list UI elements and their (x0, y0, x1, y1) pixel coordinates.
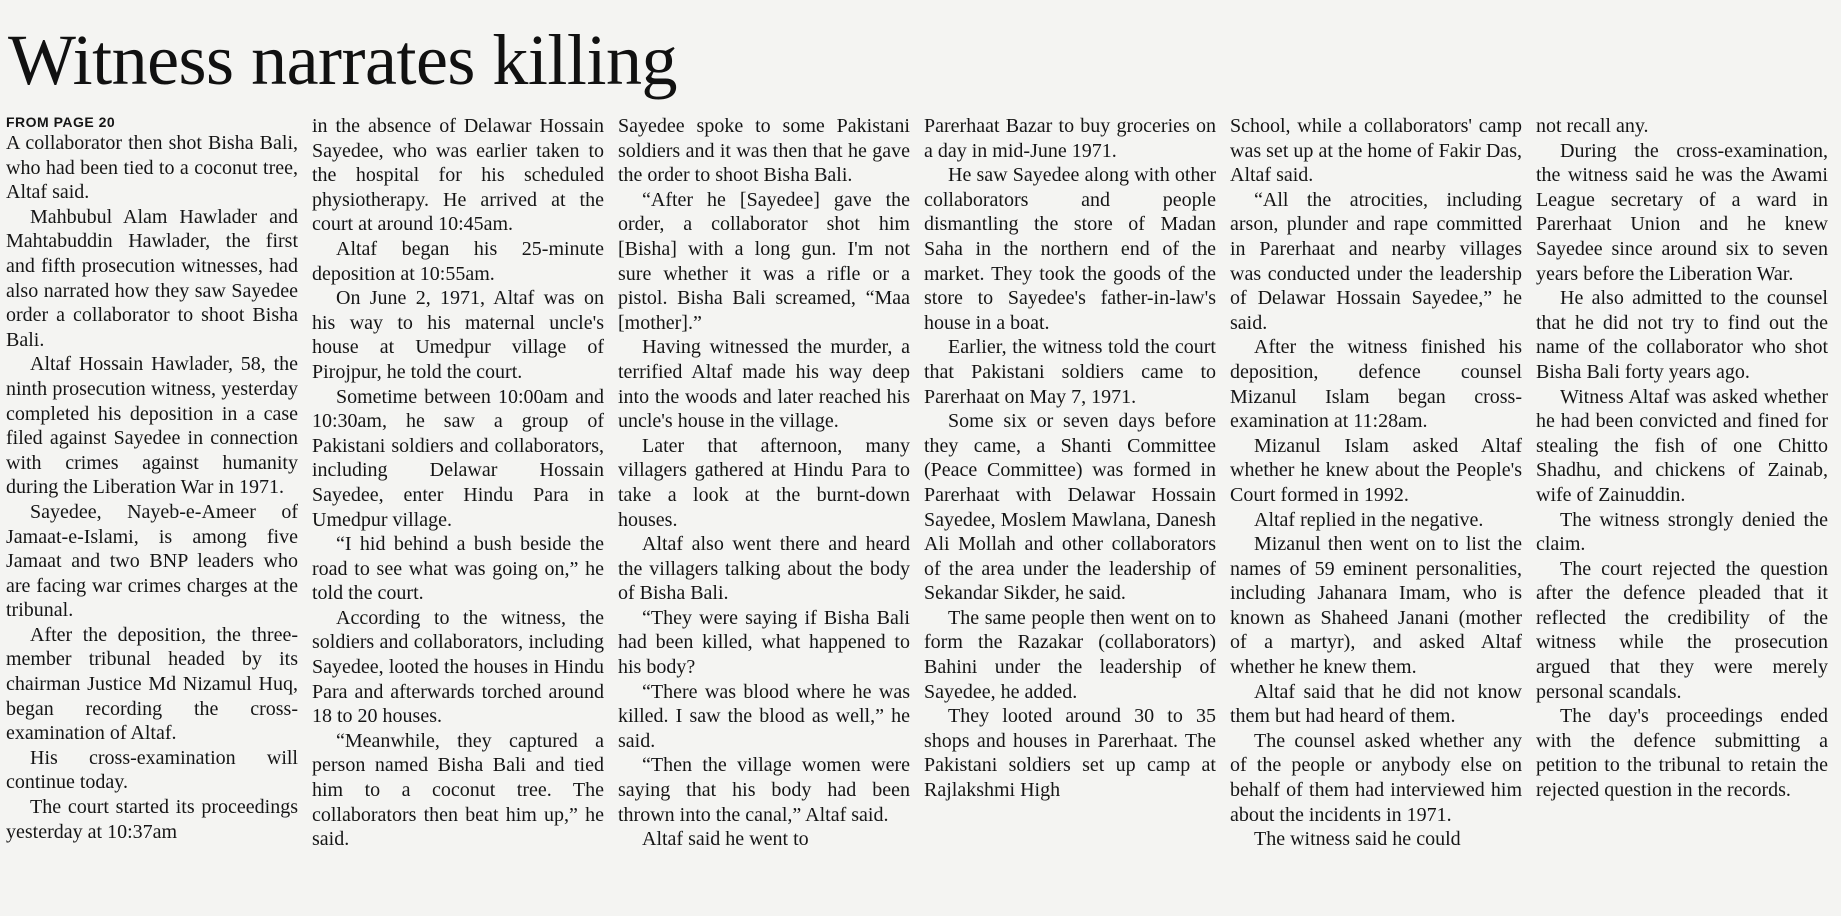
paragraph: “After he [Sayedee] gave the order, a collaborator shot him [Bisha] with a long gun. I'm not sure whether it was a rifle or a pistol. Bisha Bali screamed, “Maa [mother].” (618, 188, 910, 334)
paragraph: His cross-examination will continue today. (6, 746, 298, 794)
paragraph: Altaf replied in the negative. (1254, 508, 1484, 531)
paragraph: Sayedee spoke to some Pakistani soldiers and it was then that he gave the order to shoot Bisha Bali. (618, 115, 910, 187)
paragraph: in the absence of Delawar Hossain Sayedee, who was earlier taken to the hospital for his scheduled physiotherapy. He arrived at the court at around 10:45am. (312, 115, 604, 236)
paragraph: Mizanul then went on to list the names of 59 eminent personalities, including Jahanara Imam, who is known as Shaheed Janani (mother of a martyr), and asked Altaf whether he knew them. (1230, 533, 1522, 679)
paragraph: During the cross-examination, the witness said he was the Awami League secretary of a ward in Parerhaat Union and he knew Sayedee since around six to seven years before the Liberation War. (1536, 139, 1828, 285)
paragraph: The witness said he could (1254, 828, 1461, 851)
text-column-5 (1230, 114, 1522, 914)
paragraph: Mahbubul Alam Hawlader and Mahtabuddin Hawlader, the first and fifth prosecution witnesses, had also narrated how they saw Sayedee order a collaborator to shoot Bisha Bali. (6, 205, 298, 351)
paragraph: On June 2, 1971, Altaf was on his way to his maternal uncle's house at Umedpur village of Pirojpur, he told the court. (312, 287, 604, 383)
paragraph: Altaf said he went to (642, 828, 809, 851)
text-column-3 (618, 114, 910, 914)
paragraph: The same people then went on to form the Razakar (collaborators) Bahini under the leadership of Sayedee, he added. (924, 606, 1216, 703)
article-body (6, 114, 1828, 914)
paragraph: Earlier, the witness told the court that Pakistani soldiers came to Parerhaat on May 7, 1971. (924, 336, 1216, 408)
paragraph: “I hid behind a bush beside the road to see what was going on,” he told the court. (312, 533, 604, 605)
paragraph: He saw Sayedee along with other collaborators and people dismantling the store of Madan Saha in the northern end of the market. They took the goods of the store to Sayedee's father-in-law's house in a boat. (924, 164, 1216, 334)
paragraph: Having witnessed the murder, a terrified Altaf made his way deep into the woods and later reached his uncle's house in the village. (618, 336, 910, 433)
headline: Witness narrates killing (8, 20, 677, 100)
paragraph: The day's proceedings ended with the defence submitting a petition to the tribunal to retain the rejected question in the records. (1536, 705, 1828, 802)
text-column-6 (1536, 114, 1828, 914)
paragraph: Sometime between 10:00am and 10:30am, he saw a group of Pakistani soldiers and collaborators, including Delawar Hossain Sayedee, enter Hindu Para in Umedpur village. (312, 385, 604, 531)
paragraph: Mizanul Islam asked Altaf whether he knew about the People's Court formed in 1992. (1230, 434, 1522, 506)
text-column-1 (6, 114, 298, 914)
paragraph: “There was blood where he was killed. I saw the blood as well,” he said. (618, 680, 910, 752)
paragraph: Sayedee, Nayeb-e-Ameer of Jamaat-e-Islami, is among five Jamaat and two BNP leaders who are facing war crimes charges at the tribunal. (6, 500, 298, 622)
paragraph: Altaf also went there and heard the villagers talking about the body of Bisha Bali. (618, 533, 910, 605)
paragraph: After the deposition, the three-member tribunal headed by its chairman Justice Md Nizamul Huq, began recording the cross-examination of Altaf. (6, 623, 298, 745)
paragraph: The court started its proceedings yesterday at 10:37am (6, 796, 298, 843)
paragraph: School, while a collaborators' camp was set up at the home of Fakir Das, Altaf said. (1230, 115, 1522, 187)
paragraph: The witness strongly denied the claim. (1536, 508, 1828, 556)
paragraph: A collaborator then shot Bisha Bali, who had been tied to a coconut tree, Altaf said. (6, 132, 298, 204)
paragraph: Witness Altaf was asked whether he had been convicted and fined for stealing the fish of one Chitto Shadhu, and chickens of Zainab, wife of Zainuddin. (1536, 385, 1828, 506)
paragraph: After the witness finished his deposition, defence counsel Mizanul Islam began cross-examination at 11:28am. (1230, 336, 1522, 433)
continuation-kicker: FROM PAGE 20 (6, 114, 116, 130)
paragraph: Altaf began his 25-minute deposition at 10:55am. (312, 237, 604, 285)
paragraph: “Then the village women were saying that his body had been thrown into the canal,” Altaf said. (618, 754, 910, 826)
paragraph: Altaf said that he did not know them but had heard of them. (1230, 680, 1522, 728)
paragraph: The court rejected the question after the defence pleaded that it reflected the credibility of the witness while the prosecution argued that they were merely personal scandals. (1536, 557, 1828, 703)
paragraph: Altaf Hossain Hawlader, 58, the ninth prosecution witness, yesterday completed his deposition in a case filed against Sayedee in connection with crimes against humanity during the Liberation War in 1971. (6, 353, 298, 499)
paragraph: They looted around 30 to 35 shops and houses in Parerhaat. The Pakistani soldiers set up camp at Rajlakshmi High (924, 705, 1216, 802)
text-column-2 (312, 114, 604, 914)
paragraph: Some six or seven days before they came, a Shanti Committee (Peace Committee) was formed in Parerhaat with Delawar Hossain Sayedee, Moslem Mawlana, Danesh Ali Mollah and other collaborators of the area under the leadership of Sekandar Sikder, he said. (924, 410, 1216, 605)
paragraph: “All the atrocities, including arson, plunder and rape committed in Parerhaat and nearby villages was conducted under the leadership of Delawar Hossain Sayedee,” he said. (1230, 188, 1522, 334)
paragraph: The counsel asked whether any of the people or anybody else on behalf of them had interviewed him about the incidents in 1971. (1230, 729, 1522, 826)
paragraph: not recall any. (1536, 115, 1649, 137)
text-column-4 (924, 114, 1216, 914)
paragraph: According to the witness, the soldiers and collaborators, including Sayedee, looted the houses in Hindu Para and afterwards torched around 18 to 20 houses. (312, 606, 604, 728)
paragraph: Later that afternoon, many villagers gathered at Hindu Para to take a look at the burnt-down houses. (618, 434, 910, 531)
paragraph: “Meanwhile, they captured a person named Bisha Bali and tied him to a coconut tree. The collaborators then beat him up,” he said. (312, 729, 604, 851)
paragraph: “They were saying if Bisha Bali had been killed, what happened to his body? (618, 606, 910, 679)
paragraph: He also admitted to the counsel that he did not try to find out the name of the collaborator who shot Bisha Bali forty years ago. (1536, 287, 1828, 383)
paragraph: Parerhaat Bazar to buy groceries on a day in mid-June 1971. (924, 115, 1216, 162)
